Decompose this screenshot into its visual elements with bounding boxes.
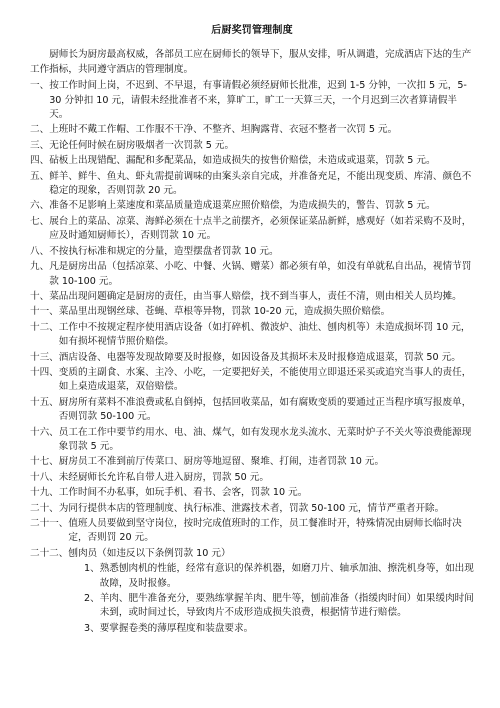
rule-number: 二十一、: [30, 518, 69, 529]
rule-text: 厨房所有菜料不准浪费或私自倒掉，包括回收菜品，如有腐败变质的要通过正当程序填写报废单，否则罚款 50-100 元。: [58, 396, 472, 423]
rule-text: 按工作时间上岗，不迟到、不早退，有事请假必须经厨师长批准，迟到 1-5 分钟，一次扣 5 元，5-30 分钟扣 10 元，请假未经批准者不来，算旷工，旷工一天算三天，一个月迟到三次者算请假半天。: [49, 80, 467, 121]
rule-item: [30, 502, 474, 516]
sub-rule-number: 2、: [84, 593, 100, 605]
rule-item: [30, 215, 474, 244]
rule-text: 菜品出现问题确定是厨房的责任，由当事人赔偿，找不到当事人，责任不清，则由相关人员均摊。: [49, 290, 462, 302]
sub-rule-item: [30, 592, 474, 621]
rule-number: 二、: [30, 124, 50, 136]
rule-item: [30, 455, 474, 469]
rule-text: 值班人员要做到坚守岗位，按时完成值班时的工作，员工餐准时开，特殊情况由厨师长临时决定，否则罚 20 元。: [68, 518, 462, 544]
rule-item: [30, 396, 474, 425]
rule-item: [30, 199, 474, 213]
rule-item: [30, 260, 474, 289]
rule-number: 四、: [30, 155, 50, 167]
rule-text: 鲜羊、鲜牛、鱼丸、虾丸需提前调味的由案头亲自完成，并准备充足，不能出现变质、库清、颜色不稳定的现象，否则罚款 20 元。: [49, 170, 472, 197]
rule-text: 上班时不戴工作帽、工作服不干净、不整齐、坦胸露背、衣冠不整者一次罚 5 元。: [49, 124, 398, 136]
rule-text: 工作时间不办私事，如玩手机、看书、会客，罚款 10 元。: [58, 487, 308, 499]
rule-text: 展台上的菜品、凉菜、海鲜必须在十点半之前摆齐，必须保证菜品新鲜，感观好（如若采购不及时，应及时通知厨师长），否则罚款 10 元。: [49, 215, 472, 242]
rule-item: [30, 486, 474, 500]
rules-list: [30, 79, 474, 561]
rule-number: 八、: [30, 245, 50, 257]
rule-number: 十四、: [30, 366, 59, 378]
rule-item: [30, 139, 474, 153]
rule-number: 十九、: [30, 487, 59, 499]
rule-number: 一、: [30, 80, 50, 92]
rule-item: [30, 154, 474, 168]
rule-item: [30, 79, 474, 122]
intro-paragraph: 厨师长为厨房最高权威，各部员工应在厨师长的领导下，服从安排，听从调遣，完成酒店下达的生产工作指标，共同遵守酒店的管理制度。: [30, 49, 472, 75]
rule-item: [30, 351, 474, 365]
rule-item: [30, 290, 474, 304]
rule-text: 变质的主副食、水案、主冷、小吃，一定要把好关，不能使用立即退还采买或追究当事人的责任，如上桌造成退菜，双倍赔偿。: [58, 366, 472, 393]
rule-number: 十六、: [30, 426, 59, 438]
rule-number: 十二、: [30, 321, 59, 333]
rule-item: [30, 245, 474, 259]
sub-rule-item: [30, 622, 474, 636]
sub-rule-number: 1、: [84, 563, 100, 575]
rule-number: 十一、: [30, 306, 59, 318]
rule-text: 不按执行标准和规定的分量，造型摆盘者罚款 10 元。: [49, 245, 279, 257]
rule-item: [30, 123, 474, 137]
rule-number: 十三、: [30, 351, 59, 363]
rule-item: [30, 170, 474, 199]
rule-number: 十七、: [30, 456, 59, 468]
rule-text: 凡是厨房出品（包括凉菜、小吃、中餐、火锅、赠菜）都必须有单，如没有单就私自出品，视情节罚款 10-100 元。: [49, 261, 472, 287]
sub-rules-list: [30, 562, 474, 636]
rule-text: 砧板上出现错配、漏配和多配菜品，如造成损失的按售价赔偿，未造成或退菜，罚款 5 元。: [49, 155, 436, 167]
rule-number: 九、: [30, 261, 50, 273]
sub-rule-item: [30, 562, 474, 591]
rule-number: 七、: [30, 215, 50, 227]
rule-text: 工作中不按规定程序使用酒店设备（如打碎机、微波炉、油灶、刨肉机等）未造成损坏罚 10 元，如有损坏视情节照价赔偿。: [58, 321, 471, 348]
rule-item: [30, 426, 474, 455]
rule-number: 三、: [30, 139, 50, 151]
sub-rule-text: 要掌握卷类的薄厚程度和装盘要求。: [99, 622, 254, 634]
rule-number: 十、: [30, 290, 50, 302]
rule-text: 菜品里出现钢丝球、苍蝇、草根等异物，罚款 10-20 元，造成损失照价赔偿。: [58, 306, 391, 318]
rule-text: 无论任何时候在厨房吸烟者一次罚款 5 元。: [49, 139, 235, 151]
sub-rule-text: 熟悉刨肉机的性能，经常有意识的保养机器，如磨刀片、轴承加油、擦洗机身等，如出现故障，及时报修。: [99, 563, 474, 589]
rule-text: 厨房员工不准到前厅传菜口、厨房等地逗留、聚堆、打闹，违者罚款 10 元。: [58, 456, 385, 468]
rule-item: [30, 366, 474, 395]
rule-number: 二十二、: [30, 547, 69, 559]
rule-text: 为同行提供本店的管理制度、执行标准、泄露技术者，罚款 50-100 元，情节严重者开除。: [58, 502, 445, 514]
rule-number: 十五、: [30, 396, 59, 408]
rule-text: 酒店设备、电器等发现故障要及时报修，如因设备及其损坏未及时报修造成退菜，罚款 50 元。: [58, 351, 461, 363]
rule-number: 二十、: [30, 502, 59, 514]
rule-text: 准备不足影响上菜速度和菜品质量造成退菜应照价赔偿，为造成损失的，警告、罚款 5 元。: [49, 200, 436, 212]
rule-item: [30, 321, 474, 350]
rule-text: 未经厨师长允许私自带人进入厨房，罚款 50 元。: [58, 471, 269, 483]
rule-number: 五、: [30, 170, 50, 182]
sub-rule-text: 羊肉、肥牛准备充分，要熟练掌握羊肉、肥牛等，刨前准备（指缓肉时间）如果缓肉时间未到，或时间过长，导致肉片不成形造成损失浪费，根据情节进行赔偿。: [99, 593, 474, 619]
rule-number: 十八、: [30, 471, 59, 483]
rule-text: 刨肉员（如违反以下条例罚款 10 元）: [68, 547, 231, 559]
rule-item: [30, 471, 474, 485]
document-title: 后厨奖罚管理制度: [211, 25, 293, 36]
rule-item: [30, 547, 474, 561]
rule-item: [30, 305, 474, 319]
rule-number: 六、: [30, 200, 50, 212]
rule-item: [30, 517, 474, 546]
rule-text: 员工在工作中要节约用水、电、油、煤气，如有发现水龙头流水、无菜时炉子不关火等浪费能源现象罚款 5 元。: [58, 426, 472, 452]
sub-rule-number: 3、: [84, 622, 100, 634]
